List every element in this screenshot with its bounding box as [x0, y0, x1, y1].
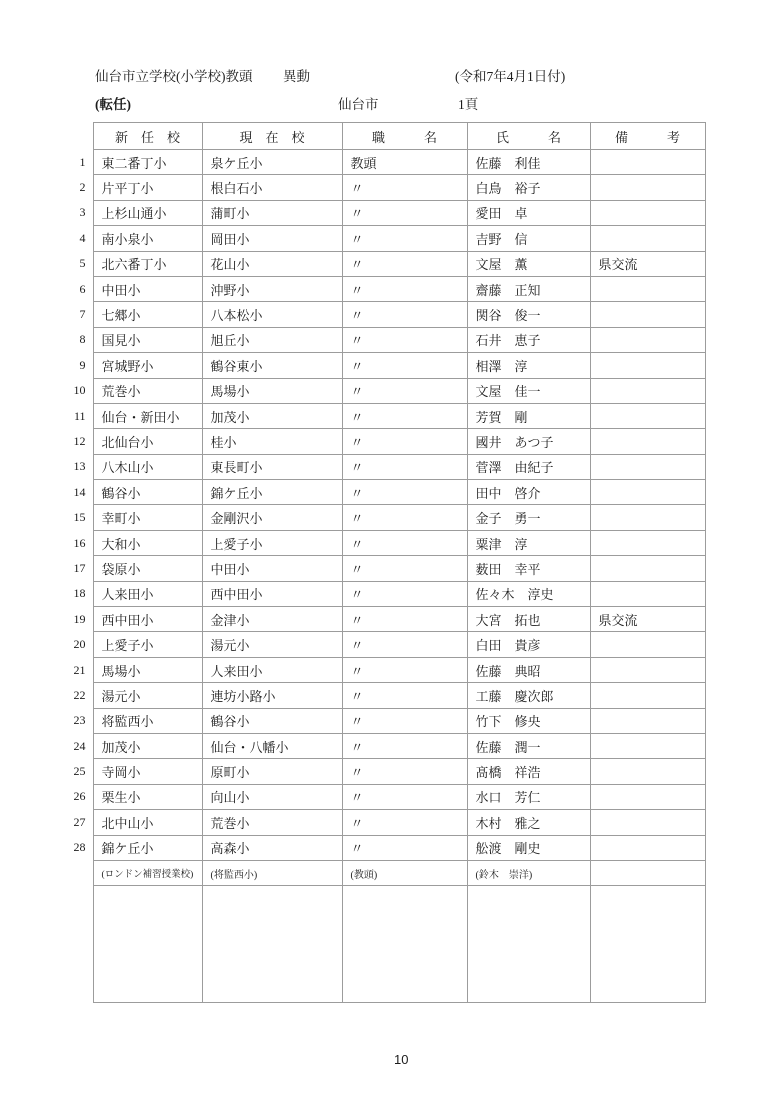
cell-remarks [590, 200, 705, 225]
cell-new-school: 幸町小 [93, 505, 202, 530]
cell-no: 11 [73, 408, 86, 423]
table-row [60, 759, 705, 784]
cell-job-title: 〃 [342, 810, 467, 835]
cell-current-school: 高森小 [202, 835, 342, 860]
cell-new-school: 北仙台小 [93, 429, 202, 454]
city-label: 仙台市 [338, 97, 379, 112]
cell-no: 19 [73, 611, 86, 626]
transfer-table-header [60, 123, 705, 150]
cell-new-school: 袋原小 [93, 556, 202, 581]
table-row [60, 810, 705, 835]
cell-name: 石井 恵子 [467, 327, 590, 352]
filler-row [60, 886, 705, 1003]
cell-remarks [590, 175, 705, 200]
cell-no: 6 [79, 281, 86, 296]
table-row [60, 784, 705, 809]
cell-remarks: 県交流 [590, 251, 705, 276]
header-row [60, 123, 705, 150]
cell-job-title: 教頭 [342, 150, 467, 175]
cell-job-title: 〃 [342, 683, 467, 708]
cell-name: 白田 貴彦 [467, 632, 590, 657]
cell-name: 佐藤 潤一 [467, 733, 590, 758]
table-row [60, 200, 705, 225]
cell-remarks [590, 480, 705, 505]
cell-job-title: 〃 [342, 454, 467, 479]
cell-remarks [590, 657, 705, 682]
cell-current-school: 上愛子小 [202, 530, 342, 555]
cell-current-school: 金剛沢小 [202, 505, 342, 530]
cell-name: 佐藤 利佳 [467, 150, 590, 175]
cell-name: 田中 啓介 [467, 480, 590, 505]
cell-no: 20 [73, 637, 86, 652]
table-row [60, 175, 705, 200]
cell-job-title: 〃 [342, 632, 467, 657]
cell-current-school: 原町小 [202, 759, 342, 784]
cell-remarks [590, 327, 705, 352]
cell-name: 関谷 俊一 [467, 302, 590, 327]
cell-new-school: 錦ケ丘小 [93, 835, 202, 860]
table-row [60, 632, 705, 657]
table-row [60, 708, 705, 733]
cell-current-school: 桂小 [202, 429, 342, 454]
col-header-row-number [60, 123, 93, 150]
cell-job-title: 〃 [342, 505, 467, 530]
cell-job-title: 〃 [342, 530, 467, 555]
cell-new-school: 湯元小 [93, 683, 202, 708]
cell-job-title [342, 886, 467, 1003]
cell-no: 5 [79, 256, 86, 271]
cell-current-school [202, 886, 342, 1003]
transfer-type-label: (転任) [95, 97, 131, 112]
cell-new-school: (ロンドン補習授業校) [93, 860, 202, 885]
cell-new-school: 北中山小 [93, 810, 202, 835]
cell-job-title: 〃 [342, 581, 467, 606]
cell-current-school: 東長町小 [202, 454, 342, 479]
cell-new-school: 寺岡小 [93, 759, 202, 784]
cell-current-school: 馬場小 [202, 378, 342, 403]
table-row [60, 657, 705, 682]
cell-new-school: 人来田小 [93, 581, 202, 606]
cell-new-school: 荒巻小 [93, 378, 202, 403]
cell-name: 髙橋 祥浩 [467, 759, 590, 784]
cell-new-school: 片平丁小 [93, 175, 202, 200]
cell-current-school: 花山小 [202, 251, 342, 276]
cell-new-school: 西中田小 [93, 607, 202, 632]
cell-new-school: 将監西小 [93, 708, 202, 733]
cell-remarks [590, 276, 705, 301]
cell-job-title: 〃 [342, 403, 467, 428]
cell-remarks: 県交流 [590, 607, 705, 632]
cell-no [60, 860, 93, 885]
transfer-table [60, 122, 706, 1003]
cell-name: 愛田 卓 [467, 200, 590, 225]
cell-name: 木村 雅之 [467, 810, 590, 835]
cell-job-title: 〃 [342, 657, 467, 682]
cell-no: 17 [73, 560, 86, 575]
cell-no: 24 [73, 738, 86, 753]
cell-remarks [590, 150, 705, 175]
cell-job-title: 〃 [342, 251, 467, 276]
table-row [60, 581, 705, 606]
cell-remarks [590, 403, 705, 428]
cell-new-school: 中田小 [93, 276, 202, 301]
cell-name: 白鳥 裕子 [467, 175, 590, 200]
cell-no: 15 [73, 510, 86, 525]
cell-current-school: 蒲町小 [202, 200, 342, 225]
cell-no: 13 [73, 459, 86, 474]
cell-no: 21 [73, 662, 86, 677]
table-row [60, 505, 705, 530]
table-row [60, 530, 705, 555]
table-row [60, 556, 705, 581]
cell-name: 佐々木 淳史 [467, 581, 590, 606]
cell-new-school: 八木山小 [93, 454, 202, 479]
cell-name: 芳賀 剛 [467, 403, 590, 428]
cell-no: 22 [73, 687, 86, 702]
cell-remarks [590, 505, 705, 530]
cell-no: 10 [73, 383, 86, 398]
cell-remarks [590, 835, 705, 860]
cell-name: 水口 芳仁 [467, 784, 590, 809]
table-row [60, 327, 705, 352]
cell-name: (鈴木 崇洋) [467, 860, 590, 885]
table-row [60, 302, 705, 327]
cell-remarks [590, 759, 705, 784]
cell-current-school: 金津小 [202, 607, 342, 632]
cell-remarks [590, 556, 705, 581]
cell-no: 26 [73, 789, 86, 804]
cell-remarks [590, 429, 705, 454]
transfer-table-body [60, 150, 705, 886]
cell-name: 文屋 佳一 [467, 378, 590, 403]
cell-current-school: 荒巻小 [202, 810, 342, 835]
table-row [60, 403, 705, 428]
cell-new-school: 大和小 [93, 530, 202, 555]
cell-remarks [590, 733, 705, 758]
cell-job-title: 〃 [342, 302, 467, 327]
cell-no: 25 [73, 764, 86, 779]
table-row [60, 150, 705, 175]
cell-remarks [590, 353, 705, 378]
cell-name: 國井 あつ子 [467, 429, 590, 454]
cell-no: 12 [73, 433, 86, 448]
table-row [60, 860, 705, 885]
cell-new-school: 鶴谷小 [93, 480, 202, 505]
table-row [60, 378, 705, 403]
cell-remarks [590, 810, 705, 835]
cell-new-school: 南小泉小 [93, 226, 202, 251]
cell-job-title: 〃 [342, 276, 467, 301]
col-header-job-title: 職 名 [342, 123, 467, 150]
cell-no: 2 [79, 180, 86, 195]
cell-job-title: 〃 [342, 607, 467, 632]
cell-current-school: 鶴谷東小 [202, 353, 342, 378]
cell-remarks [590, 860, 705, 885]
cell-name: 金子 勇一 [467, 505, 590, 530]
table-row [60, 276, 705, 301]
cell-new-school [93, 886, 202, 1003]
cell-no: 23 [73, 713, 86, 728]
col-header-current-school: 現 在 校 [202, 123, 342, 150]
cell-new-school: 北六番丁小 [93, 251, 202, 276]
cell-no: 14 [73, 484, 86, 499]
table-row [60, 480, 705, 505]
transfer-table-filler [60, 886, 705, 1003]
cell-current-school: 加茂小 [202, 403, 342, 428]
doc-date-label: (令和7年4月1日付) [455, 69, 566, 84]
cell-new-school: 仙台・新田小 [93, 403, 202, 428]
cell-remarks [590, 302, 705, 327]
cell-current-school: 中田小 [202, 556, 342, 581]
table-row [60, 226, 705, 251]
cell-remarks [590, 581, 705, 606]
table-row [60, 353, 705, 378]
cell-current-school: 根白石小 [202, 175, 342, 200]
cell-remarks [590, 683, 705, 708]
cell-current-school: 鶴谷小 [202, 708, 342, 733]
cell-name: 大宮 拓也 [467, 607, 590, 632]
cell-no: 4 [79, 230, 86, 245]
table-row [60, 429, 705, 454]
cell-remarks [590, 708, 705, 733]
cell-current-school: 八本松小 [202, 302, 342, 327]
cell-no: 28 [73, 840, 86, 855]
cell-current-school: 沖野小 [202, 276, 342, 301]
cell-current-school: 西中田小 [202, 581, 342, 606]
cell-job-title: 〃 [342, 708, 467, 733]
cell-new-school: 宮城野小 [93, 353, 202, 378]
cell-name: 薮田 幸平 [467, 556, 590, 581]
cell-current-school: 錦ケ丘小 [202, 480, 342, 505]
cell-new-school: 国見小 [93, 327, 202, 352]
cell-current-school: 湯元小 [202, 632, 342, 657]
doc-title-move-label: 異動 [283, 69, 310, 84]
cell-name: 吉野 信 [467, 226, 590, 251]
cell-job-title: 〃 [342, 327, 467, 352]
cell-new-school: 東二番丁小 [93, 150, 202, 175]
cell-current-school: 連坊小路小 [202, 683, 342, 708]
cell-remarks [590, 784, 705, 809]
page-number: 10 [394, 1052, 409, 1067]
cell-current-school: 人来田小 [202, 657, 342, 682]
cell-job-title: 〃 [342, 759, 467, 784]
table-row [60, 683, 705, 708]
cell-new-school: 馬場小 [93, 657, 202, 682]
cell-new-school: 上杉山通小 [93, 200, 202, 225]
cell-new-school: 加茂小 [93, 733, 202, 758]
cell-name: 竹下 修央 [467, 708, 590, 733]
cell-current-school: 旭丘小 [202, 327, 342, 352]
cell-remarks [590, 530, 705, 555]
cell-current-school: 泉ケ丘小 [202, 150, 342, 175]
table-row [60, 454, 705, 479]
cell-job-title: 〃 [342, 784, 467, 809]
cell-job-title: 〃 [342, 226, 467, 251]
cell-no: 8 [79, 332, 86, 347]
cell-no: 9 [79, 357, 86, 372]
doc-title: 仙台市立学校(小学校)教頭 [95, 69, 253, 84]
cell-job-title: 〃 [342, 378, 467, 403]
cell-name: 相澤 淳 [467, 353, 590, 378]
cell-remarks [590, 886, 705, 1003]
cell-remarks [590, 632, 705, 657]
cell-no: 3 [79, 205, 86, 220]
cell-job-title: 〃 [342, 353, 467, 378]
col-header-name: 氏 名 [467, 123, 590, 150]
cell-current-school: (将監西小) [202, 860, 342, 885]
cell-job-title: (教頭) [342, 860, 467, 885]
cell-name: 粟津 淳 [467, 530, 590, 555]
cell-name: 齋藤 正知 [467, 276, 590, 301]
cell-no: 27 [73, 814, 86, 829]
cell-job-title: 〃 [342, 733, 467, 758]
cell-name: 工藤 慶次郎 [467, 683, 590, 708]
cell-new-school: 上愛子小 [93, 632, 202, 657]
cell-remarks [590, 226, 705, 251]
cell-new-school: 七郷小 [93, 302, 202, 327]
table-row [60, 251, 705, 276]
cell-remarks [590, 454, 705, 479]
page-count-label: 1頁 [458, 97, 479, 112]
cell-no: 7 [79, 307, 86, 322]
cell-job-title: 〃 [342, 480, 467, 505]
col-header-remarks: 備 考 [590, 123, 705, 150]
cell-job-title: 〃 [342, 175, 467, 200]
cell-no: 16 [73, 535, 86, 550]
cell-no: 1 [79, 154, 86, 169]
cell-no: 18 [73, 586, 86, 601]
cell-name: 佐藤 典昭 [467, 657, 590, 682]
col-header-new-school: 新 任 校 [93, 123, 202, 150]
cell-name [467, 886, 590, 1003]
cell-current-school: 向山小 [202, 784, 342, 809]
cell-job-title: 〃 [342, 429, 467, 454]
cell-new-school: 栗生小 [93, 784, 202, 809]
cell-name: 文屋 薫 [467, 251, 590, 276]
cell-current-school: 岡田小 [202, 226, 342, 251]
cell-name: 菅澤 由紀子 [467, 454, 590, 479]
cell-job-title: 〃 [342, 556, 467, 581]
table-row [60, 733, 705, 758]
cell-remarks [590, 378, 705, 403]
cell-no [60, 886, 93, 1003]
cell-name: 舩渡 剛史 [467, 835, 590, 860]
cell-job-title: 〃 [342, 200, 467, 225]
cell-current-school: 仙台・八幡小 [202, 733, 342, 758]
cell-job-title: 〃 [342, 835, 467, 860]
table-row [60, 607, 705, 632]
table-row [60, 835, 705, 860]
